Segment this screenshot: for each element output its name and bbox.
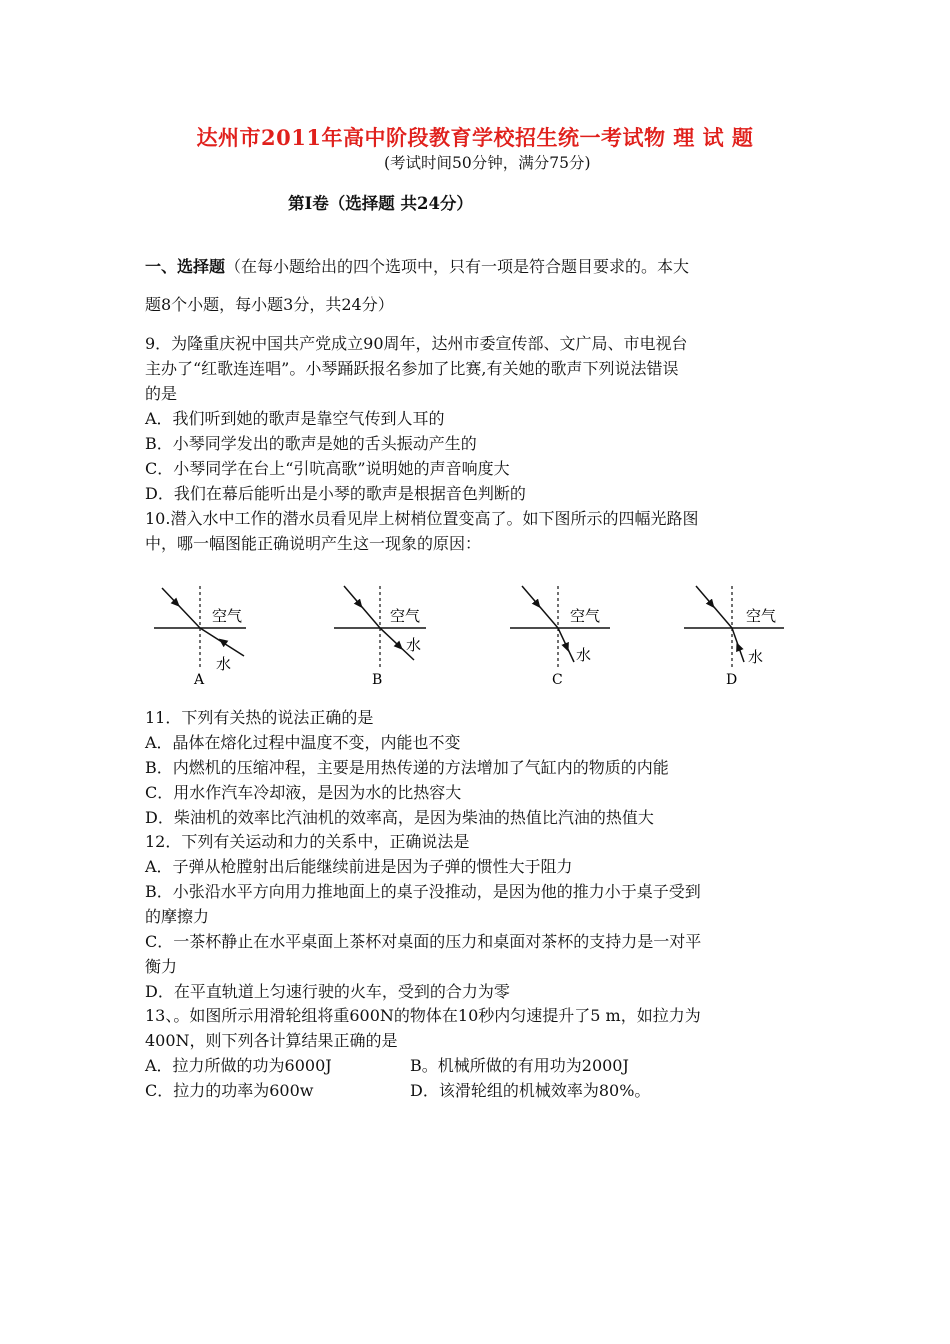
q12-option-b-line-1: B．小张沿水平方向用力推地面上的桌子没推动，是因为他的推力小于桌子受到: [145, 882, 701, 901]
q9-option-d: D．我们在幕后能听出是小琴的歌声是根据音色判断的: [145, 484, 526, 503]
q13-option-d: D．该滑轮组的机械效率为80%。: [410, 1081, 651, 1100]
section-heading: 第Ⅰ卷（选择题 共24分）: [288, 194, 473, 213]
q11-option-a: A．晶体在熔化过程中温度不变，内能也不变: [145, 733, 461, 752]
q9-stem-3: 的是: [145, 384, 178, 403]
q11-option-d: D．柴油机的效率比汽油机的效率高，是因为柴油的热值比汽油的热值大: [145, 808, 654, 827]
q12-option-a: A．子弹从枪膛射出后能继续前进是因为子弹的惯性大于阻力: [145, 857, 573, 876]
q11-option-b: B．内燃机的压缩冲程，主要是用热传递的方法增加了气缸内的物质的内能: [145, 758, 669, 777]
q12-stem: 12．下列有关运动和力的关系中，正确说法是: [145, 832, 470, 851]
diagram-c-label: C: [552, 672, 563, 688]
diagram-d: [684, 586, 784, 688]
q9-option-a: A．我们听到她的歌声是靠空气传到人耳的: [145, 409, 445, 428]
q9-stem-1: 9．为隆重庆祝中国共产党成立90周年，达州市委宣传部、文广局、市电视台: [145, 334, 688, 353]
diagram-b-air-label: 空气: [390, 607, 421, 625]
part1-instruction-1: （在每小题给出的四个选项中，只有一项是符合题目要求的。本大: [225, 257, 690, 276]
part1-heading: 一、选择题: [145, 257, 226, 276]
part1-instruction-2: 题8个小题，每小题3分，共24分）: [145, 295, 394, 314]
diagram-c-water-label: 水: [576, 646, 592, 664]
exam-subtitle: (考试时间50分钟，满分75分): [384, 154, 591, 172]
diagram-d-air-label: 空气: [746, 607, 777, 625]
q13-stem-1: 13、。如图所示用滑轮组将重600N的物体在10秒内匀速提升了5 m，如拉力为: [145, 1006, 701, 1025]
q10-stem-1: 10.潜入水中工作的潜水员看见岸上树梢位置变高了。如下图所示的四幅光路图: [145, 509, 699, 528]
diagram-a-air-label: 空气: [212, 607, 243, 625]
q10-light-path-diagrams: [146, 578, 796, 690]
diagram-a-label: A: [194, 672, 205, 688]
diagram-b: [334, 586, 426, 688]
diagram-b-label: B: [372, 672, 383, 688]
q12-option-c-line-1: C．一茶杯静止在水平桌面上茶杯对桌面的压力和桌面对茶杯的支持力是一对平: [145, 932, 702, 951]
diagram-c-air-label: 空气: [570, 607, 601, 625]
part1-intro-line-1: [145, 254, 689, 277]
q11-option-c: C．用水作汽车冷却液，是因为水的比热容大: [145, 783, 462, 802]
q13-option-c: C．拉力的功率为600w: [145, 1081, 314, 1100]
diagram-b-water-label: 水: [406, 636, 422, 654]
diagram-d-label: D: [726, 672, 738, 688]
q9-option-b: B．小琴同学发出的歌声是她的舌头振动产生的: [145, 434, 477, 453]
q12-option-d: D．在平直轨道上匀速行驶的火车，受到的合力为零: [145, 982, 510, 1001]
q13-option-b: B。机械所做的有用功为2000J: [410, 1056, 629, 1075]
diagram-c: [510, 586, 610, 688]
exam-title: 达州市2011年高中阶段教育学校招生统一考试物 理 试 题: [196, 125, 754, 150]
q11-stem: 11．下列有关热的说法正确的是: [145, 708, 374, 727]
q9-stem-2: 主办了“红歌连连唱”。小琴踊跃报名参加了比赛,有关她的歌声下列说法错误: [145, 359, 679, 378]
diagram-a-water-label: 水: [216, 655, 232, 673]
diagram-a: [154, 586, 246, 688]
q9-option-c: C．小琴同学在台上“引吭高歌”说明她的声音响度大: [145, 459, 510, 478]
diagram-d-water-label: 水: [748, 648, 764, 666]
q12-option-b-line-2: 的摩擦力: [145, 907, 210, 926]
q12-option-c-line-2: 衡力: [145, 957, 178, 976]
q13-option-a: A．拉力所做的功为6000J: [145, 1056, 332, 1075]
q13-stem-2: 400N，则下列各计算结果正确的是: [145, 1031, 398, 1050]
q10-stem-2: 中，哪一幅图能正确说明产生这一现象的原因：: [145, 534, 482, 553]
